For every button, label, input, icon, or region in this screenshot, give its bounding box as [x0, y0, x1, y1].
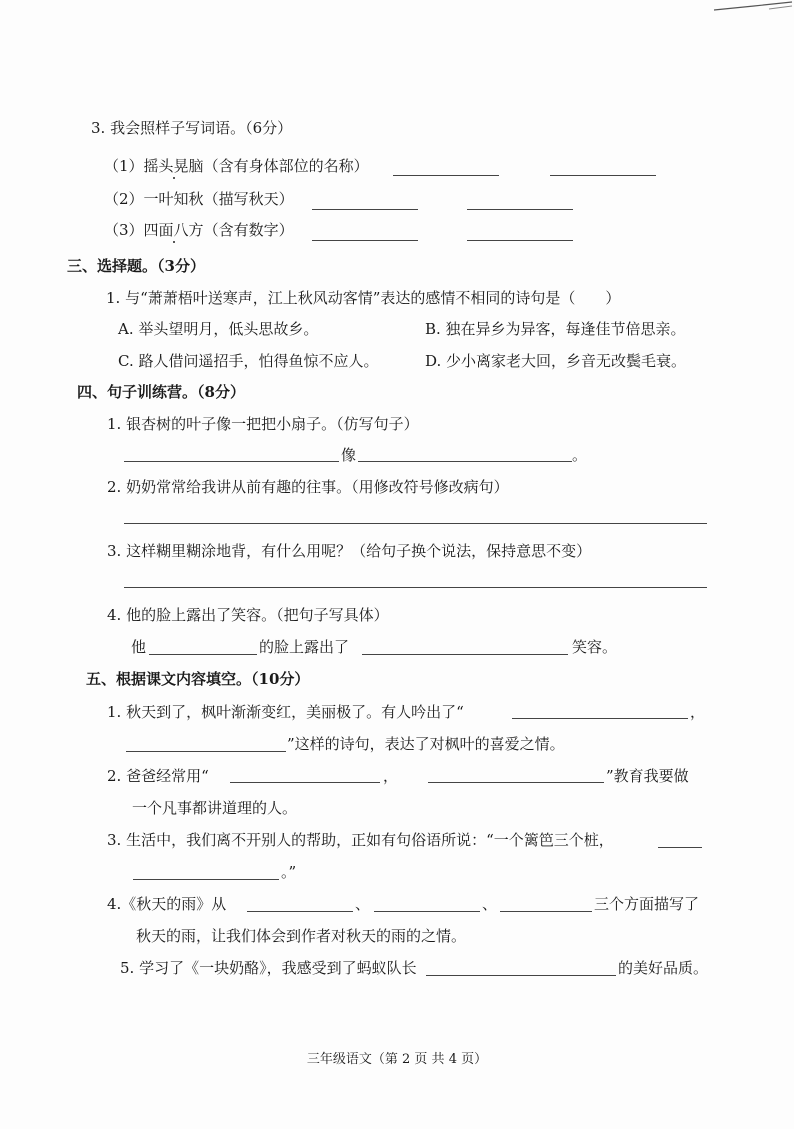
s4-q4-he: 他: [131, 638, 147, 656]
section-3-title: 三、选择题。（3分）: [67, 257, 205, 275]
s5-q5-b: 的美好品质。: [618, 959, 709, 977]
s5-q4-blank-2[interactable]: [374, 911, 480, 912]
q3-item-2-blank-2[interactable]: [467, 209, 573, 210]
s5-q3-b: 。”: [281, 863, 297, 881]
s4-q1: 1. 银杏树的叶子像一把把小扇子。（仿写句子）: [107, 415, 419, 433]
s5-q2-blank-2[interactable]: [428, 782, 604, 783]
q3-item-2: （2）一叶知秋（描写秋天）: [104, 190, 294, 208]
q3-item-1-blank-2[interactable]: [550, 175, 656, 176]
section-5-title: 五、根据课文内容填空。（10分）: [86, 670, 310, 688]
s5-q5-a: 5. 学习了《一块奶酪》，我感受到了蚂蚁队长: [120, 959, 417, 977]
s5-q1-c: ”这样的诗句，表达了对枫叶的喜爱之情。: [287, 735, 565, 753]
s5-q4-c: 、: [482, 895, 498, 913]
page-footer: 三年级语文（第 2 页 共 4 页）: [306, 1052, 488, 1067]
s5-q4-d: 三个方面描写了: [594, 895, 700, 913]
s5-q1-blank-1[interactable]: [512, 718, 688, 719]
q3-item-3-blank-1[interactable]: [312, 240, 418, 241]
s4-q2: 2. 奶奶常常给我讲从前有趣的往事。（用修改符号修改病句）: [107, 478, 509, 496]
s5-q4-blank-3[interactable]: [500, 911, 592, 912]
s4-q1-blank-1[interactable]: [124, 461, 339, 462]
s5-q5-blank[interactable]: [426, 975, 616, 976]
s4-q1-blank-2[interactable]: [358, 461, 572, 462]
s4-q3-answer-line[interactable]: [124, 587, 707, 588]
q3-item-1-word: 摇头晃脑: [143, 157, 204, 175]
q3-item-2-word: 一叶知秋: [143, 190, 204, 208]
section-4-title: 四、句子训练营。（8分）: [77, 383, 245, 401]
s5-q4-blank-1[interactable]: [247, 911, 353, 912]
s4-q3: 3. 这样糊里糊涂地背，有什么用呢？（给句子换个说法，保持意思不变）: [107, 542, 592, 560]
s5-q3-a: 3. 生活中，我们离不开别人的帮助，正如有句俗语所说：“一个篱笆三个桩，: [107, 831, 614, 849]
q3-title: 3. 我会照样子写词语。（6分）: [91, 119, 293, 137]
s4-q4-blank-2[interactable]: [362, 654, 568, 655]
s5-q2-d: 一个凡事都讲道理的人。: [132, 799, 298, 817]
s5-q3-blank-1[interactable]: [658, 847, 702, 848]
s5-q1-b: ，: [690, 703, 706, 721]
s5-q2-blank-1[interactable]: [230, 782, 380, 783]
s5-q2-a: 2. 爸爸经常用“: [107, 767, 209, 785]
option-a[interactable]: A. 举头望明月，低头思故乡。: [118, 320, 319, 338]
q3-item-1: （1）摇头晃脑（含有身体部位的名称）: [104, 157, 369, 175]
s5-q1-blank-2[interactable]: [126, 751, 286, 752]
option-d[interactable]: D. 少小离家老大回，乡音无改鬓毛衰。: [425, 352, 687, 370]
q3-item-1-blank-1[interactable]: [393, 175, 499, 176]
s5-q1-a: 1. 秋天到了，枫叶渐渐变红，美丽极了。有人吟出了“: [107, 703, 464, 721]
s4-q4-mid: 的脸上露出了: [259, 638, 350, 656]
section-3-question: 1. 与“萧萧梧叶送寒声，江上秋风动客情”表达的感情不相同的诗句是（ ）: [106, 289, 621, 307]
s5-q4-a: 4.《秋天的雨》从: [107, 895, 227, 913]
s5-q3-blank-2[interactable]: [133, 879, 279, 880]
s4-q4-end: 笑容。: [572, 638, 618, 656]
s4-q4-blank-1[interactable]: [149, 654, 257, 655]
s4-q1-end: 。: [572, 446, 588, 464]
s4-q2-answer-line[interactable]: [124, 523, 707, 524]
s4-q4: 4. 他的脸上露出了笑容。（把句子写具体）: [107, 606, 389, 624]
q3-item-2-blank-1[interactable]: [312, 209, 418, 210]
q3-item-3-word: 四面八方: [143, 221, 204, 239]
q3-item-3-blank-2[interactable]: [467, 240, 573, 241]
s5-q2-c: ”教育我要做: [606, 767, 689, 785]
option-b[interactable]: B. 独在异乡为异客，每逢佳节倍思亲。: [425, 320, 686, 338]
q3-item-3: （3）四面八方（含有数字）: [104, 221, 294, 239]
s5-q4-b: 、: [355, 895, 371, 913]
scan-edge-mark: [674, 0, 794, 14]
option-c[interactable]: C. 路人借问遥招手，怕得鱼惊不应人。: [118, 352, 379, 370]
s5-q2-b: ，: [383, 767, 399, 785]
s4-q1-like: 像: [341, 446, 357, 464]
s5-q4-e: 秋天的雨，让我们体会到作者对秋天的雨的之情。: [136, 927, 467, 945]
